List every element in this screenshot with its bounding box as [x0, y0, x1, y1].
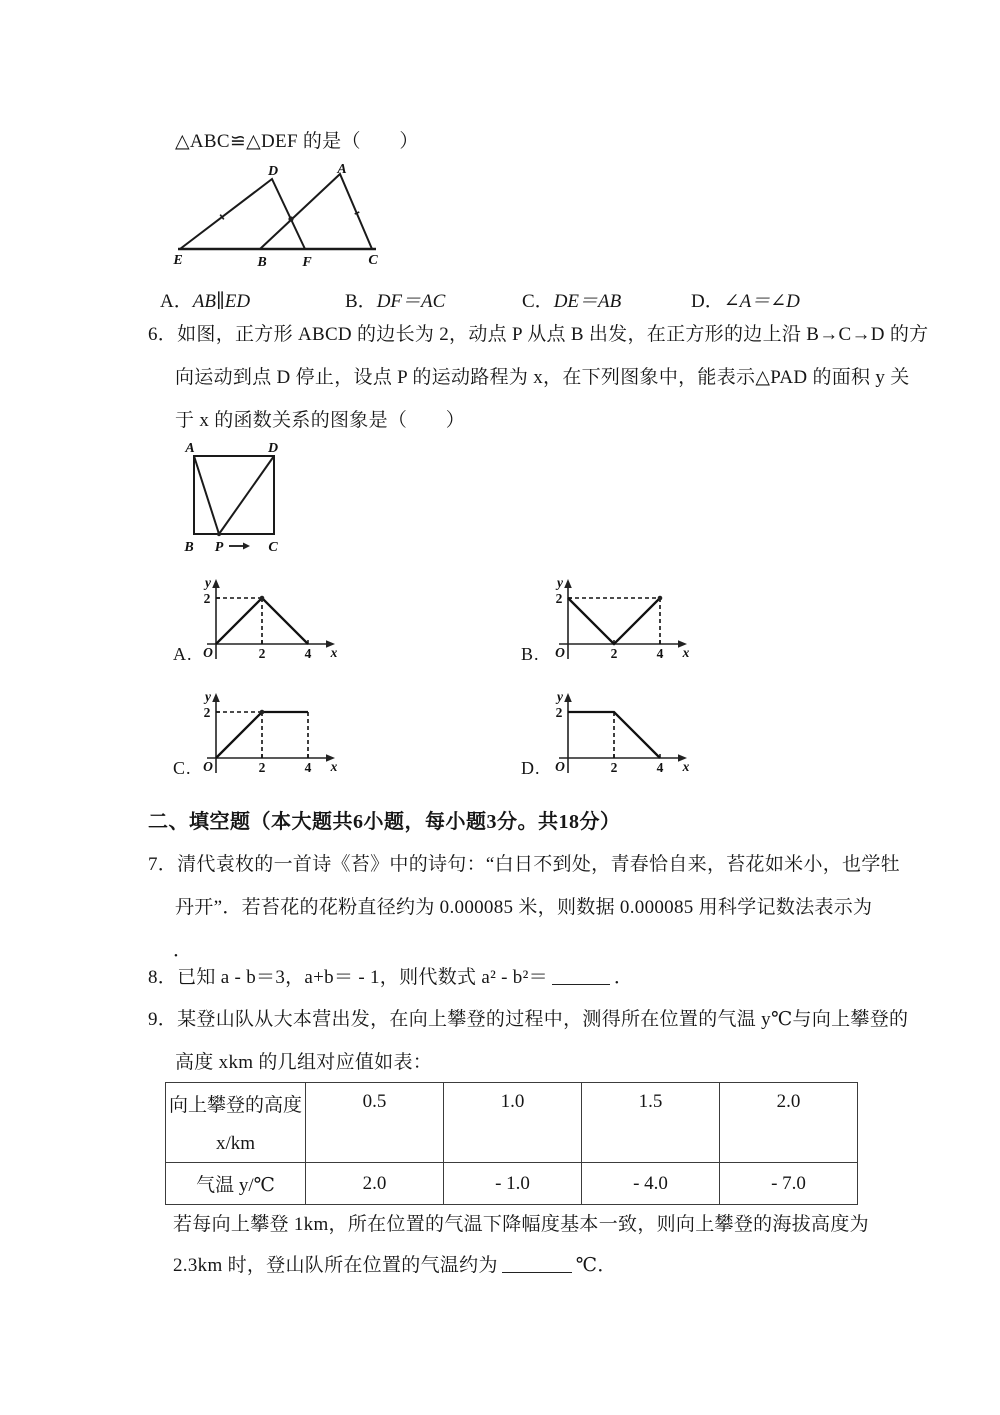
y-axis-label: y — [205, 689, 211, 704]
point-p-dot — [217, 532, 221, 536]
q6-graph-d-label: D. — [521, 758, 541, 778]
q9-number: 9． — [148, 1009, 178, 1030]
x-tick-label-2: 2 — [258, 760, 266, 775]
q8-answer-blank — [552, 969, 610, 985]
y-axis-label: y — [557, 689, 563, 704]
section2-header: 二、填空题（本大题共6小题，每小题3分。共18分） — [148, 811, 621, 833]
label-c: C — [268, 540, 278, 555]
x-tick-label-2: 2 — [610, 760, 618, 775]
origin-label: O — [203, 759, 213, 774]
x-tick-label-4: 4 — [656, 646, 664, 661]
y-axis-arrow — [564, 693, 572, 702]
motion-arrow-head — [243, 543, 250, 550]
label-p: P — [214, 540, 224, 555]
point-dot — [260, 710, 265, 715]
table-row-temps — [166, 1163, 858, 1205]
q6-text-1: 如图，正方形 ABCD 的边长为 2，动点 P 从点 B 出发，在正方形的边上沿 B→C→D 的方 — [177, 324, 929, 345]
segment-pd — [219, 456, 274, 534]
q8-number: 8． — [148, 967, 178, 988]
q6-graph-a-label: A. — [173, 644, 193, 664]
q6-square-figure — [180, 438, 290, 560]
q9-after-suffix: ℃． — [575, 1255, 617, 1276]
label-a: A — [185, 441, 195, 456]
height-cell: 2.0 — [720, 1083, 858, 1163]
label-f: F — [302, 255, 312, 270]
x-tick-label-4: 4 — [304, 646, 312, 661]
y-tick-label-2: 2 — [555, 705, 563, 720]
q7-line-1 — [148, 853, 900, 877]
q5-option-a — [160, 286, 250, 313]
label-e: E — [173, 253, 183, 268]
function-line — [568, 598, 660, 644]
q7-number: 7． — [148, 854, 178, 875]
q5-stem: △ABC≌△DEF 的是（ ） — [175, 131, 419, 152]
q6-graph-c — [194, 690, 344, 782]
q5-options — [0, 286, 1000, 312]
q5-option-b — [345, 286, 445, 313]
q5-option-d — [691, 286, 800, 313]
y-tick-label-2: 2 — [203, 705, 211, 720]
q6-graph-a — [194, 576, 344, 668]
q5-option-c — [522, 286, 621, 313]
q6-line-1 — [148, 323, 928, 347]
y-axis-arrow — [212, 693, 220, 702]
q6-line-3: 于 x 的函数关系的图象是（ ） — [175, 410, 466, 431]
temp-cell: - 7.0 — [720, 1163, 858, 1205]
y-axis-arrow — [212, 579, 220, 588]
height-cell: 1.0 — [444, 1083, 582, 1163]
q6-graph-b-label: B. — [521, 644, 540, 664]
temp-cell: - 4.0 — [582, 1163, 720, 1205]
label-c: C — [368, 253, 378, 268]
q7-line-3: ． — [173, 940, 193, 961]
header-line-1: 向上攀登的高度 — [168, 1095, 302, 1116]
label-a: A — [337, 162, 347, 177]
option-text: ∠A＝∠D — [723, 291, 800, 312]
intersection-dot — [288, 216, 293, 221]
q8-text: 已知 a - b＝3，a+b＝ - 1，则代数式 a² - b²＝ — [177, 967, 548, 988]
point-dot — [658, 596, 663, 601]
option-letter: B． — [345, 291, 377, 312]
label-d: D — [267, 441, 279, 456]
x-axis-label: x — [330, 759, 338, 774]
y-axis-label: y — [557, 575, 563, 590]
segment-ap — [194, 456, 219, 534]
point-dot — [260, 596, 265, 601]
label-d: D — [267, 164, 279, 179]
x-tick-label-2: 2 — [258, 646, 266, 661]
y-tick-label-2: 2 — [555, 591, 563, 606]
q8-line — [148, 966, 633, 990]
option-text: DE＝AB — [553, 291, 622, 312]
q6-number: 6． — [148, 324, 178, 345]
y-tick-label-2: 2 — [203, 591, 211, 606]
height-cell: 0.5 — [306, 1083, 444, 1163]
x-axis-label: x — [682, 759, 690, 774]
option-letter: A． — [160, 291, 193, 312]
q9-line-1 — [148, 1008, 908, 1032]
temp-cell: - 1.0 — [444, 1163, 582, 1205]
height-cell: 1.5 — [582, 1083, 720, 1163]
q7-line-2: 丹开”．若苔花的花粉直径约为 0.000085 米，则数据 0.000085 用科学记数法表示为 — [175, 897, 873, 918]
q8-period: ． — [613, 967, 634, 988]
triangle-abc — [260, 174, 372, 249]
q7-text-1: 清代袁枚的一首诗《苔》中的诗句：“白日不到处，青春恰自来，苔花如米小，也学牡 — [177, 854, 900, 875]
temp-cell: 2.0 — [306, 1163, 444, 1205]
label-b: B — [184, 540, 194, 555]
x-axis-label: x — [682, 645, 690, 660]
q6-graph-b — [546, 576, 696, 668]
q6-graph-c-label: C. — [173, 758, 192, 778]
origin-label: O — [555, 759, 565, 774]
label-b: B — [257, 255, 267, 270]
option-letter: C． — [522, 291, 554, 312]
option-text: AB∥ED — [192, 291, 251, 312]
x-tick-label-4: 4 — [304, 760, 312, 775]
x-axis-label: x — [330, 645, 338, 660]
x-tick-label-2: 2 — [610, 646, 618, 661]
q5-triangles-figure — [172, 164, 387, 269]
y-axis-arrow — [564, 579, 572, 588]
q9-after-line-1: 若每向上攀登 1km，所在位置的气温下降幅度基本一致，则向上攀登的海拔高度为 — [173, 1214, 869, 1235]
q9-after-line-2 — [173, 1254, 617, 1278]
q6-graph-d — [546, 690, 696, 782]
option-text: DF＝AC — [376, 291, 446, 312]
q6-line-2: 向运动到点 D 停止，设点 P 的运动路程为 x，在下列图象中，能表示△PAD 的面积 y 关 — [175, 367, 910, 388]
row-header-height — [166, 1083, 306, 1163]
q9-data-table — [165, 1082, 858, 1205]
row-header-temp: 气温 y/℃ — [166, 1163, 306, 1205]
triangle-def — [180, 179, 305, 249]
q9-after-text: 2.3km 时，登山队所在位置的气温约为 — [173, 1255, 498, 1276]
x-tick-label-4: 4 — [656, 760, 664, 775]
option-letter: D． — [691, 291, 724, 312]
table-row-heights — [166, 1083, 858, 1163]
y-axis-label: y — [205, 575, 211, 590]
q9-line-2: 高度 xkm 的几组对应值如表： — [175, 1052, 433, 1073]
q9-answer-blank — [502, 1257, 572, 1273]
header-line-2: x/km — [215, 1133, 256, 1154]
origin-label: O — [203, 645, 213, 660]
origin-label: O — [555, 645, 565, 660]
q9-text-1: 某登山队从大本营出发，在向上攀登的过程中，测得所在位置的气温 y℃与向上攀登的 — [177, 1009, 909, 1030]
